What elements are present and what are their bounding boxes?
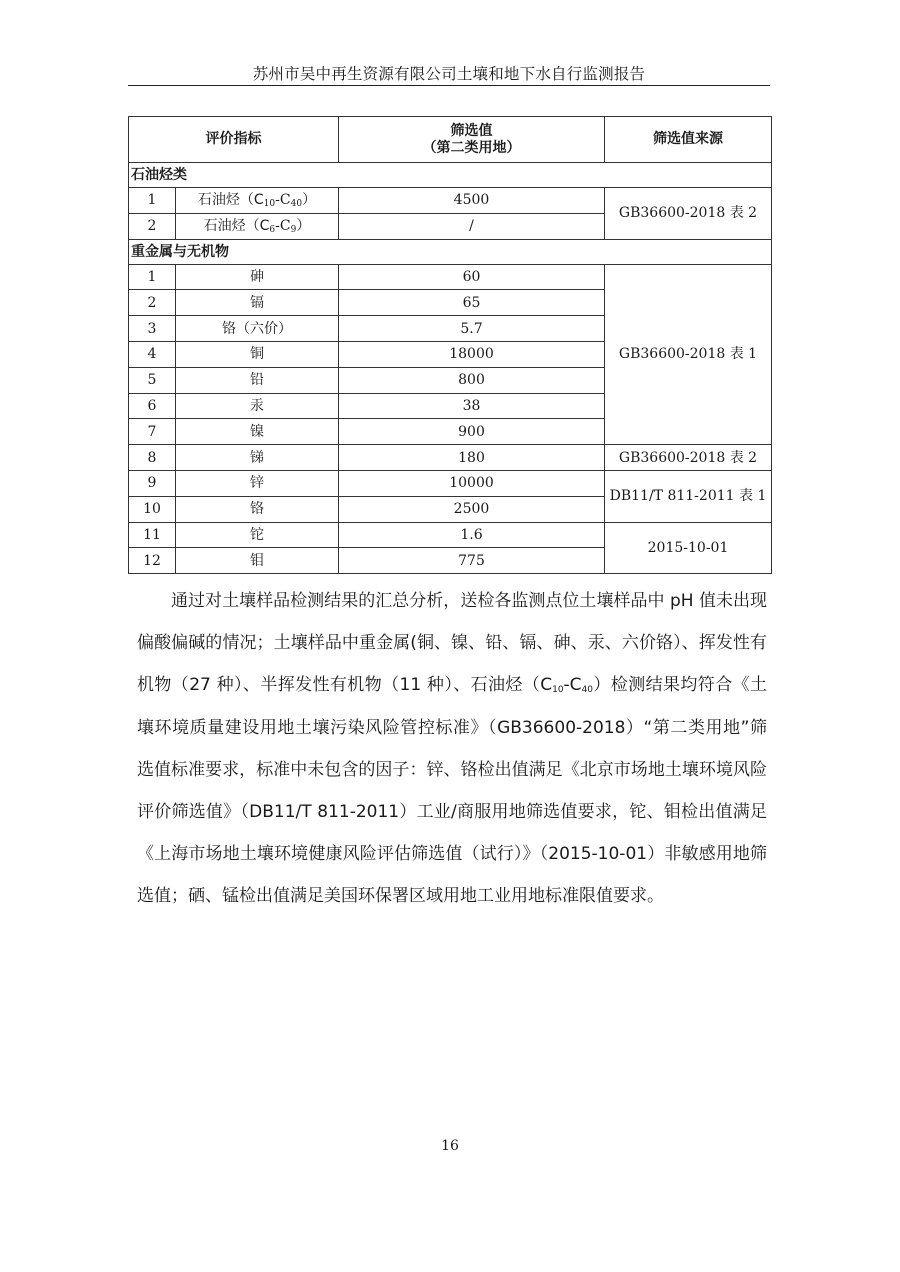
row-indicator: 砷	[176, 264, 339, 290]
table-header-row	[129, 117, 772, 163]
row-indicator: 镉	[176, 290, 339, 316]
row-indicator: 石油烃$(C_{10}-C_{40})$	[176, 188, 339, 214]
table-row	[129, 522, 772, 548]
row-value: /	[339, 213, 605, 239]
page-header: 苏州市吴中再生资源有限公司土壤和地下水自行监测报告	[252, 65, 646, 83]
row-indicator: 铊	[176, 522, 339, 548]
header-divider	[128, 85, 770, 86]
row-number: 11	[129, 522, 176, 548]
row-value: 775	[339, 548, 605, 574]
row-indicator: 石油烃$(C_6-C_9)$	[176, 213, 339, 239]
row-value: 180	[339, 445, 605, 471]
row-number: 8	[129, 445, 176, 471]
row-number: 1	[129, 188, 176, 214]
row-number: 12	[129, 548, 176, 574]
row-indicator: 铅	[176, 367, 339, 393]
row-number: 1	[129, 264, 176, 290]
table-row	[129, 470, 772, 496]
paragraph-sub-10: 10	[552, 685, 564, 696]
row-number: 7	[129, 419, 176, 445]
header-value-line1: 筛选值	[450, 123, 493, 140]
row-number: 4	[129, 341, 176, 367]
paragraph-text-part2: ）检测结果均符合《土壤环境质量建设用地土壤污染风险管控标准》（GB36600-2018）“第二类用地”筛选值标准要求，标准中未包含的因子：锌、铬检出值满足《北京市场地土壤环境风险评价筛选值》（DB11/T 811-2011）工业/商服用地筛选值要求，铊、钼检出值满足《上海市场地土壤环境健康风险评估筛选值（试行）》（2015-10-01）非敏感用地筛选值；硒、锰检出值满足美国环保署区域用地工业用地标准限值要求。	[137, 675, 767, 907]
row-indicator: 镍	[176, 419, 339, 445]
table-row	[129, 264, 772, 290]
row-value: 10000	[339, 470, 605, 496]
row-indicator: 铬	[176, 496, 339, 522]
row-number: 2	[129, 290, 176, 316]
row-value: 2500	[339, 496, 605, 522]
row-value: 800	[339, 367, 605, 393]
page-number: 16	[441, 1138, 459, 1154]
paragraph-text-part1: 通过对土壤样品检测结果的汇总分析，送检各监测点位土壤样品中 pH 值未出现偏酸偏碱的情况；土壤样品中重金属(铜、镍、铅、镉、砷、汞、六价铬）、挥发性有机物（27 种）、半挥发性有机物（11 种）、石油烃（C	[137, 591, 767, 696]
header-indicator: 评价指标	[129, 117, 339, 163]
row-indicator: 铬（六价）	[176, 316, 339, 342]
table-row	[129, 188, 772, 214]
row-indicator: 锌	[176, 470, 339, 496]
header-source: 筛选值来源	[605, 117, 772, 163]
row-source: GB36600-2018 表 2	[605, 188, 772, 240]
row-indicator: 钼	[176, 548, 339, 574]
row-source: GB36600-2018 表 1	[605, 264, 772, 445]
row-value: 38	[339, 393, 605, 419]
row-number: 5	[129, 367, 176, 393]
section-row	[129, 163, 772, 188]
section-row	[129, 239, 772, 264]
row-indicator: 汞	[176, 393, 339, 419]
row-number: 2	[129, 213, 176, 239]
summary-paragraph	[137, 580, 767, 918]
row-indicator: 锑	[176, 445, 339, 471]
row-value: 65	[339, 290, 605, 316]
row-source: GB36600-2018 表 2	[605, 445, 772, 471]
screening-value-table	[128, 116, 772, 574]
paragraph-text-mid: -C	[563, 675, 582, 696]
header-value-line2: （第二类用地）	[422, 139, 521, 156]
header-value	[339, 117, 605, 163]
row-value: 60	[339, 264, 605, 290]
row-number: 3	[129, 316, 176, 342]
row-indicator: 铜	[176, 341, 339, 367]
section-title: 石油烃类	[129, 163, 772, 188]
row-value: 1.6	[339, 522, 605, 548]
row-number: 10	[129, 496, 176, 522]
paragraph-sub-40: 40	[581, 685, 594, 696]
row-value: 18000	[339, 341, 605, 367]
table-row	[129, 445, 772, 471]
row-value: 5.7	[339, 316, 605, 342]
row-source: 2015-10-01	[605, 522, 772, 574]
row-value: 900	[339, 419, 605, 445]
row-source: DB11/T 811-2011 表 1	[605, 470, 772, 522]
section-title: 重金属与无机物	[129, 239, 772, 264]
row-value: 4500	[339, 188, 605, 214]
row-number: 6	[129, 393, 176, 419]
row-number: 9	[129, 470, 176, 496]
